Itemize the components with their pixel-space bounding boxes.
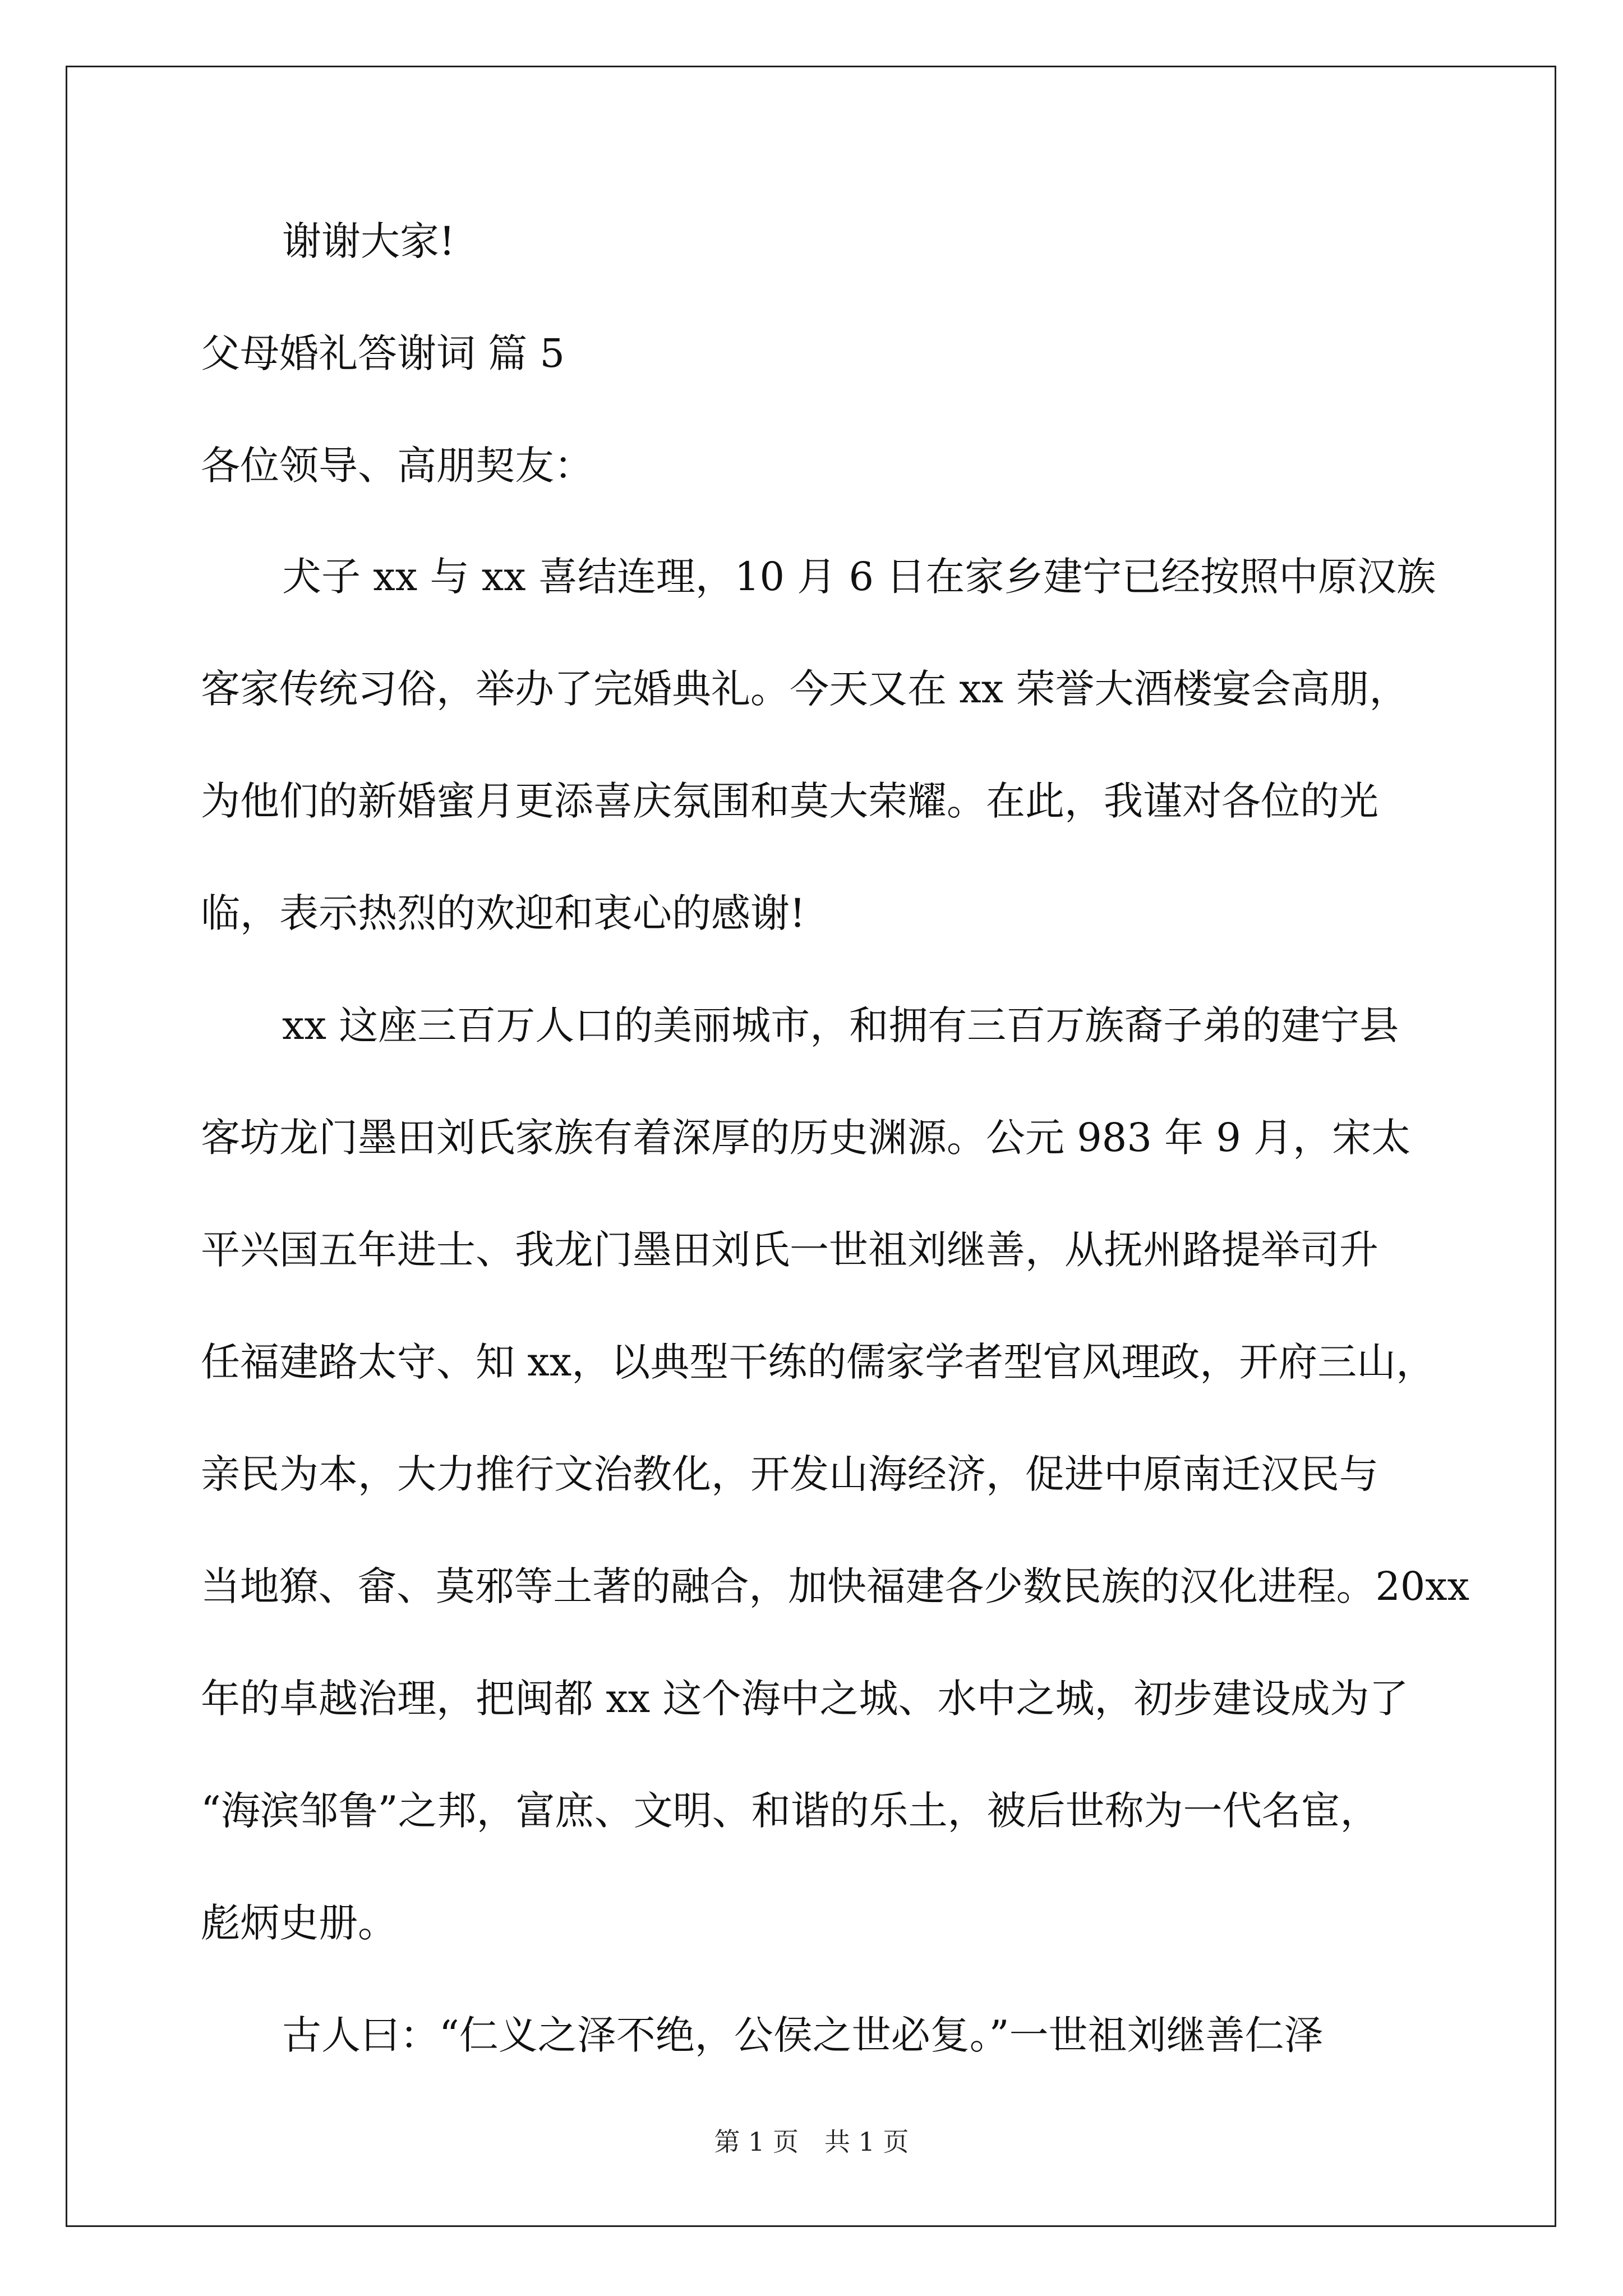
closing-line: 谢谢大家!	[282, 218, 455, 264]
paragraph-line: 亲民为本，大力推行文治教化，开发山海经济，促进中原南迁汉民与	[201, 1451, 1378, 1497]
paragraph-line: 古人曰：“仁义之泽不绝，公侯之世必复。”一世祖刘继善仁泽	[282, 2012, 1324, 2058]
paragraph-line: 彪炳史册。	[201, 1900, 397, 1946]
paragraph-line: 客家传统习俗，举办了完婚典礼。今天又在 xx 荣誉大酒楼宴会高朋，	[201, 666, 1409, 712]
paragraph-line: xx 这座三百万人口的美丽城市，和拥有三百万族裔子弟的建宁县	[282, 1002, 1399, 1048]
paragraph-line: 平兴国五年进士、我龙门墨田刘氏一世祖刘继善，从抚州路提举司升	[201, 1227, 1378, 1273]
paragraph-line: 为他们的新婚蜜月更添喜庆氛围和莫大荣耀。在此，我谨对各位的光	[201, 778, 1378, 824]
paragraph-line: 犬子 xx 与 xx 喜结连理，10 月 6 日在家乡建宁已经按照中原汉族	[282, 554, 1436, 600]
section-heading: 父母婚礼答谢词 篇 5	[201, 330, 565, 376]
paragraph-line: “海滨邹鲁”之邦，富庶、文明、和谐的乐土，被后世称为一代名宦，	[201, 1788, 1380, 1834]
paragraph-line: 临，表示热烈的欢迎和衷心的感谢!	[201, 890, 806, 936]
page-number-footer: 第 1 页 共 1 页	[714, 2127, 909, 2157]
paragraph-line: 客坊龙门墨田刘氏家族有着深厚的历史渊源。公元 983 年 9 月，宋太	[201, 1115, 1411, 1161]
paragraph-line: 年的卓越治理，把闽都 xx 这个海中之城、水中之城，初步建设成为了	[201, 1676, 1409, 1722]
paragraph-line: 任福建路太守、知 xx，以典型干练的儒家学者型官风理政，开府三山，	[201, 1339, 1436, 1385]
salutation: 各位领导、高朋契友：	[201, 443, 593, 489]
paragraph-line: 当地獠、畲、莫邪等土著的融合，加快福建各少数民族的汉化进程。20xx	[201, 1563, 1470, 1609]
